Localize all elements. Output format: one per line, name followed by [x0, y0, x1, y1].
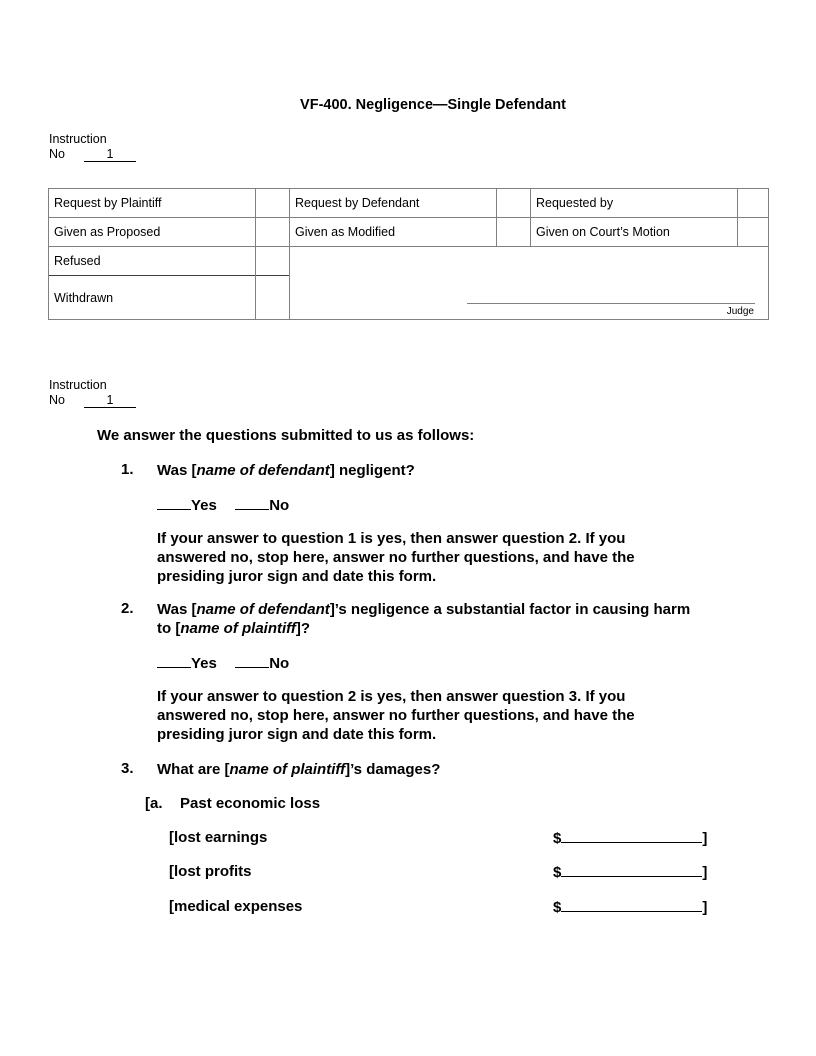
question-2-answer [157, 653, 289, 673]
ruling-table [48, 188, 769, 320]
instruction-number-block [49, 378, 136, 408]
placeholder-defendant: name of defendant [196, 601, 330, 618]
question-2-instruction: If your answer to question 2 is yes, then answer question 3. If you answered no, stop here, answer no further questions, and have the presiding juror sign and date this form. [157, 688, 635, 743]
no-answer-blank[interactable] [235, 495, 269, 510]
yes-label: Yes [191, 497, 217, 514]
question-text: ]’s negligence a substantial factor in causing harm to [ [157, 601, 691, 637]
lost-earnings-amount-field[interactable] [561, 828, 702, 843]
damage-item-amount [553, 828, 707, 848]
closing-bracket: ] [702, 864, 708, 881]
question-text: ]’s damages? [345, 761, 441, 778]
given-as-proposed-label: Given as Proposed [54, 225, 161, 239]
requested-by-checkbox[interactable] [738, 189, 768, 217]
damage-item-label: [lost profits [169, 863, 252, 880]
no-answer-blank[interactable] [235, 653, 269, 668]
damage-item-amount [553, 862, 707, 882]
verdict-intro: We answer the questions submitted to us as follows: [97, 427, 475, 444]
withdrawn-checkbox[interactable] [256, 276, 289, 319]
instruction-label: Instruction [49, 378, 107, 392]
damage-item-amount [553, 897, 707, 917]
question-text: What are [ [157, 761, 230, 778]
instruction-no-label: No [49, 393, 65, 407]
given-as-proposed-checkbox[interactable] [256, 218, 289, 246]
currency-symbol: $ [553, 899, 562, 916]
withdrawn-label: Withdrawn [54, 290, 114, 305]
instruction-number-field[interactable]: 1 [84, 394, 136, 408]
request-by-plaintiff-label: Request by Plaintiff [54, 196, 162, 210]
document-title: VF-400. Negligence—Single Defendant [300, 97, 566, 113]
request-by-defendant-label: Request by Defendant [295, 196, 420, 210]
damage-item-label: [lost earnings [169, 829, 268, 846]
question-text: ]? [295, 620, 311, 637]
closing-bracket: ] [702, 830, 708, 847]
question-number: 2. [121, 600, 134, 617]
request-by-plaintiff-checkbox[interactable] [256, 189, 289, 217]
yes-answer-blank[interactable] [157, 495, 191, 510]
requested-by-label: Requested by [536, 196, 614, 210]
currency-symbol: $ [553, 830, 562, 847]
question-2-text [157, 600, 697, 638]
given-on-courts-motion-checkbox[interactable] [738, 218, 768, 246]
placeholder-plaintiff: name of plaintiff [180, 620, 296, 637]
refused-checkbox[interactable] [256, 247, 289, 275]
lost-profits-amount-field[interactable] [561, 862, 702, 877]
placeholder-plaintiff: name of plaintiff [229, 761, 346, 778]
question-1-text [157, 461, 415, 480]
medical-expenses-amount-field[interactable] [561, 897, 702, 912]
closing-bracket: ] [702, 899, 708, 916]
damages-section-label: [a. [145, 795, 163, 812]
question-3-text [157, 760, 440, 779]
question-text: ] negligent? [329, 462, 415, 479]
damage-item-label: [medical expenses [169, 898, 303, 915]
judge-signature-line[interactable] [467, 303, 755, 304]
yes-answer-blank[interactable] [157, 653, 191, 668]
question-number: 3. [121, 760, 134, 777]
instruction-number-block [49, 132, 136, 162]
question-1-answer [157, 495, 289, 515]
question-number: 1. [121, 461, 134, 478]
no-label: No [269, 497, 290, 514]
currency-symbol: $ [553, 864, 562, 881]
damages-section-title: Past economic loss [180, 795, 321, 812]
instruction-no-label: No [49, 147, 65, 161]
instruction-label: Instruction [49, 132, 107, 146]
given-on-courts-motion-label: Given on Court’s Motion [536, 225, 670, 239]
instruction-number-field[interactable]: 1 [84, 148, 136, 162]
yes-label: Yes [191, 655, 217, 672]
request-by-defendant-checkbox[interactable] [497, 189, 530, 217]
given-as-modified-label: Given as Modified [295, 225, 396, 239]
no-label: No [269, 655, 290, 672]
question-1-instruction: If your answer to question 1 is yes, then answer question 2. If you answered no, stop here, answer no further questions, and have the presiding juror sign and date this form. [157, 530, 635, 585]
refused-label: Refused [54, 254, 101, 268]
given-as-modified-checkbox[interactable] [497, 218, 530, 246]
question-text: Was [ [157, 462, 197, 479]
question-text: Was [ [157, 601, 197, 618]
judge-label: Judge [726, 306, 754, 317]
placeholder-defendant: name of defendant [196, 462, 330, 479]
